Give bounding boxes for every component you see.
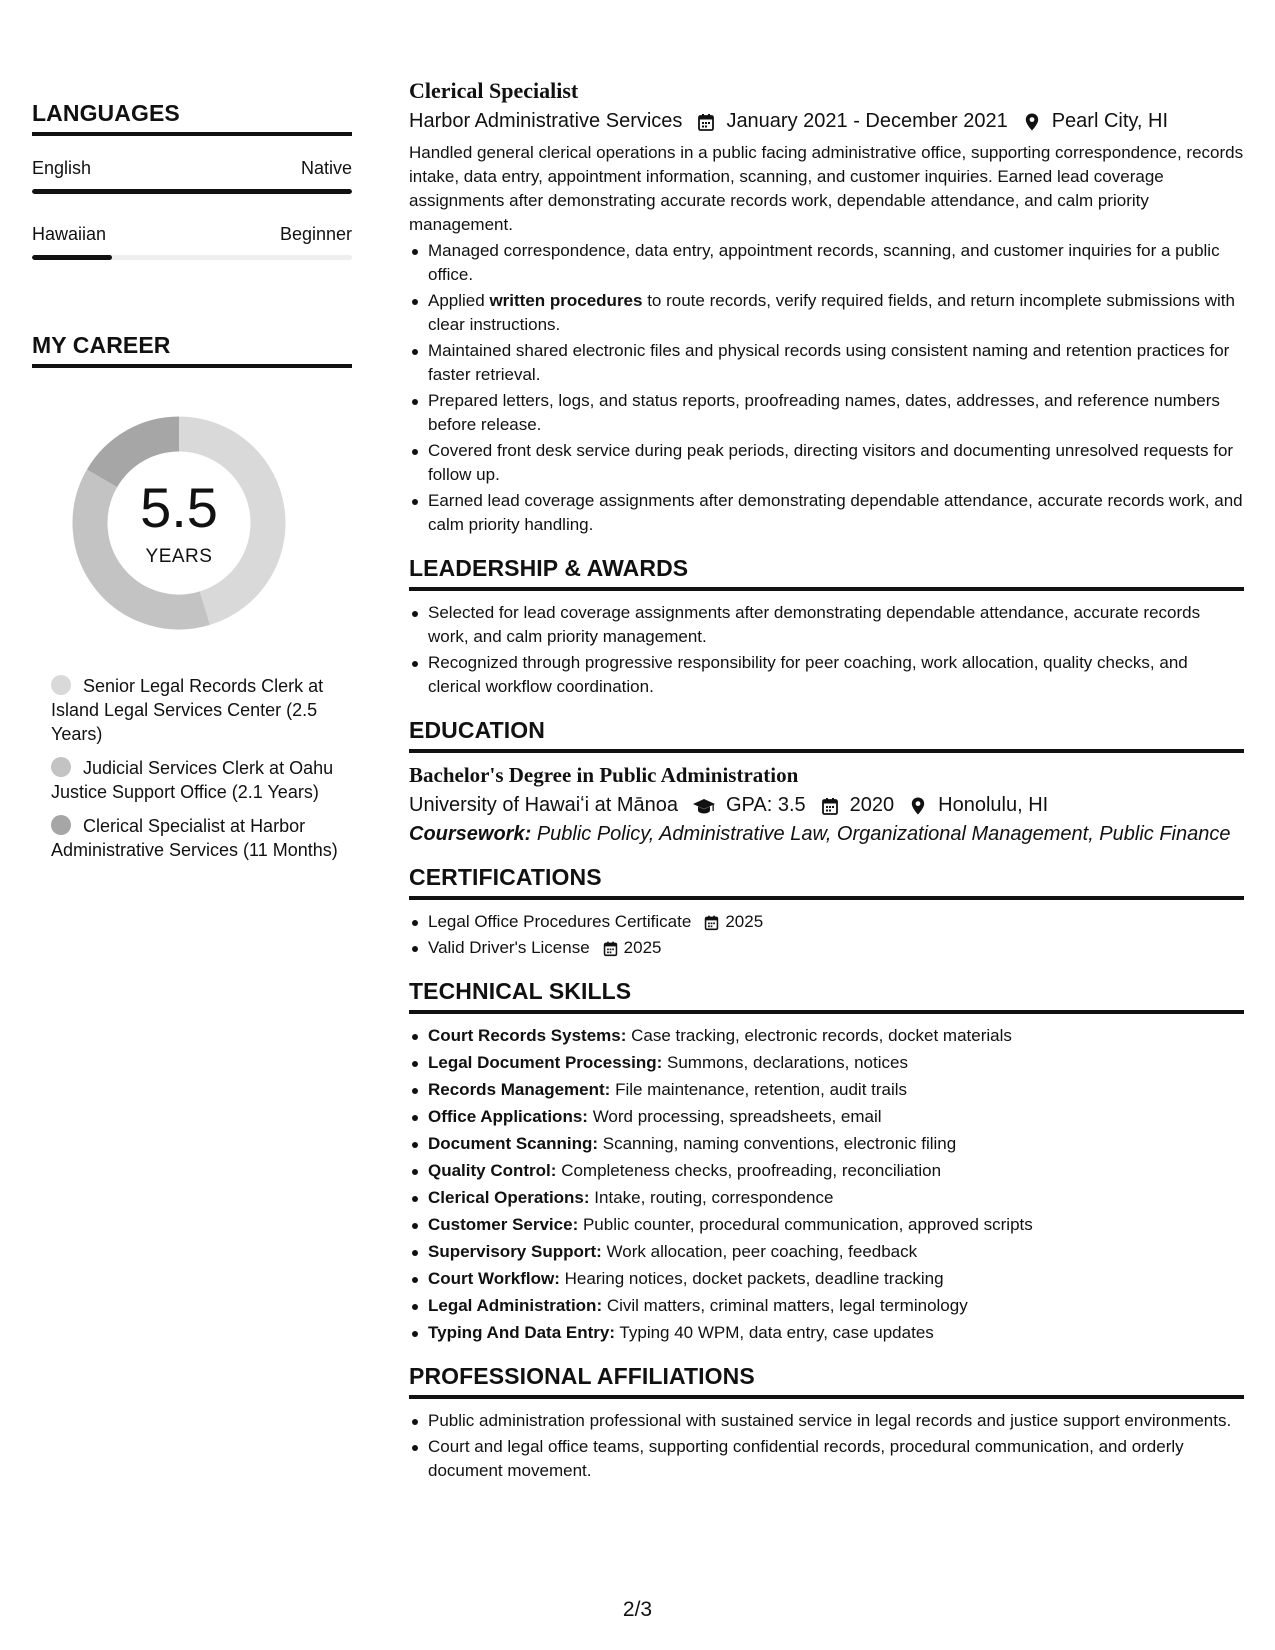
skill-value: Intake, routing, correspondence	[594, 1188, 834, 1207]
career-legend-item	[51, 674, 341, 746]
list-item	[409, 1051, 1244, 1075]
language-proficiency-bar	[32, 189, 352, 194]
bullet-text: Applied	[428, 291, 490, 310]
language-item	[32, 158, 352, 194]
list-item	[409, 1078, 1244, 1102]
leadership-list	[409, 601, 1244, 699]
main-content	[409, 78, 1244, 1485]
education-entry	[409, 763, 1244, 846]
skill-value: Work allocation, peer coaching, feedback	[606, 1242, 918, 1261]
skill-label: Customer Service:	[428, 1215, 579, 1234]
skill-label: Legal Administration:	[428, 1296, 603, 1315]
list-item: Covered front desk service during peak periods, directing visitors and documenting unresolved requests for follow up.	[409, 439, 1244, 487]
language-proficiency-bar	[32, 255, 352, 260]
list-item	[409, 1321, 1244, 1345]
page-number: 2/3	[622, 1598, 653, 1621]
certifications-heading: CERTIFICATIONS	[409, 864, 1244, 900]
skill-value: Public counter, procedural communication, approved scripts	[582, 1215, 1033, 1234]
job-summary: Handled general clerical operations in a public facing administrative office, supporting correspondence, records intake, data entry, appointment information, scanning, and customer inquiries. Earned lead coverage assignments after demonstrating accurate records work, dependable attendance, and calm priority management.	[409, 143, 1244, 234]
certification-year: 2025	[623, 938, 662, 957]
skills-heading: TECHNICAL SKILLS	[409, 978, 1244, 1014]
language-proficiency-fill	[32, 189, 352, 194]
certification-name: Legal Office Procedures Certificate	[428, 912, 692, 931]
list-item	[409, 289, 1244, 337]
job-dates: January 2021 - December 2021	[726, 110, 1008, 132]
education-school: University of Hawaiʻi at Mānoa	[409, 794, 678, 816]
list-item	[409, 1132, 1244, 1156]
job-company: Harbor Administrative Services	[409, 110, 683, 132]
list-item	[409, 1186, 1244, 1210]
legend-dot-icon	[51, 675, 71, 695]
legend-dot-icon	[51, 815, 71, 835]
education-heading: EDUCATION	[409, 717, 1244, 753]
list-item	[409, 936, 1244, 960]
language-item	[32, 224, 352, 260]
skill-value: Case tracking, electronic records, docket materials	[631, 1026, 1012, 1045]
certifications-list	[409, 910, 1244, 960]
career-total-unit: YEARS	[145, 546, 213, 567]
skill-label: Typing And Data Entry:	[428, 1323, 615, 1342]
affiliations-list	[409, 1409, 1244, 1483]
bullet-text: to route records, verify required fields, and return incomplete submissions with clear instructions.	[428, 291, 1235, 334]
location-pin-icon	[908, 796, 928, 816]
skill-value: Word processing, spreadsheets, email	[592, 1107, 882, 1126]
education-year: 2020	[849, 794, 895, 816]
certification-name: Valid Driver's License	[428, 938, 590, 957]
career-legend	[51, 674, 341, 862]
skill-label: Document Scanning:	[428, 1134, 599, 1153]
coursework-label: Coursework:	[409, 823, 532, 845]
education-degree: Bachelor's Degree in Public Administration	[409, 763, 799, 787]
list-item	[409, 1105, 1244, 1129]
job-bullets	[409, 239, 1244, 537]
skill-value: Typing 40 WPM, data entry, case updates	[619, 1323, 934, 1342]
skill-label: Quality Control:	[428, 1161, 557, 1180]
list-item	[409, 1267, 1244, 1291]
donut-segment-3	[102, 434, 179, 478]
location-pin-icon	[1022, 112, 1042, 132]
list-item: Prepared letters, logs, and status reports, proofreading names, dates, addresses, and reference numbers before release.	[409, 389, 1244, 437]
skill-value: Hearing notices, docket packets, deadline tracking	[564, 1269, 944, 1288]
languages-heading: LANGUAGES	[32, 100, 352, 136]
career-legend-item	[51, 756, 341, 804]
skill-label: Court Records Systems:	[428, 1026, 627, 1045]
skill-label: Legal Document Processing:	[428, 1053, 663, 1072]
sidebar	[32, 100, 352, 872]
list-item	[409, 1294, 1244, 1318]
leadership-heading: LEADERSHIP & AWARDS	[409, 555, 1244, 591]
calendar-icon	[602, 940, 619, 957]
list-item: Court and legal office teams, supporting confidential records, procedural communication, and orderly document movement.	[409, 1435, 1244, 1483]
legend-dot-icon	[51, 757, 71, 777]
skill-value: File maintenance, retention, audit trails	[615, 1080, 908, 1099]
education-location: Honolulu, HI	[938, 794, 1049, 816]
job-meta	[409, 110, 1244, 133]
education-coursework	[409, 823, 1244, 846]
education-meta	[409, 794, 1244, 817]
skills-list	[409, 1024, 1244, 1345]
language-level: Beginner	[279, 224, 352, 244]
list-item: Managed correspondence, data entry, appointment records, scanning, and customer inquiries for a public office.	[409, 239, 1244, 287]
language-proficiency-fill	[32, 255, 112, 260]
skill-value: Summons, declarations, notices	[667, 1053, 908, 1072]
list-item: Selected for lead coverage assignments after demonstrating dependable attendance, accurate records work, and calm priority management.	[409, 601, 1244, 649]
skill-label: Office Applications:	[428, 1107, 588, 1126]
coursework-text: Public Policy, Administrative Law, Organizational Management, Public Finance	[536, 823, 1231, 845]
skill-value: Scanning, naming conventions, electronic filing	[602, 1134, 957, 1153]
list-item	[409, 910, 1244, 934]
language-level: Native	[300, 158, 352, 178]
education-gpa: GPA: 3.5	[726, 794, 806, 816]
graduation-cap-icon	[692, 796, 716, 816]
career-legend-text: Senior Legal Records Clerk at Island Legal Services Center (2.5 Years)	[51, 676, 324, 744]
job-title: Clerical Specialist	[409, 78, 579, 103]
language-name: English	[32, 158, 92, 178]
career-total-years: 5.5	[140, 476, 218, 539]
career-heading: MY CAREER	[32, 332, 352, 368]
skill-value: Civil matters, criminal matters, legal terminology	[606, 1296, 968, 1315]
list-item: Earned lead coverage assignments after demonstrating dependable attendance, accurate records work, and calm priority handling.	[409, 489, 1244, 537]
list-item: Maintained shared electronic files and physical records using consistent naming and retention practices for faster retrieval.	[409, 339, 1244, 387]
bullet-emphasis: written procedures	[489, 291, 643, 310]
experience-entry	[409, 78, 1244, 537]
list-item: Public administration professional with sustained service in legal records and justice support environments.	[409, 1409, 1244, 1433]
career-legend-text: Clerical Specialist at Harbor Administrative Services (11 Months)	[51, 816, 338, 860]
skill-value: Completeness checks, proofreading, reconciliation	[561, 1161, 942, 1180]
list-item	[409, 1024, 1244, 1048]
list-item	[409, 1213, 1244, 1237]
affiliations-heading: PROFESSIONAL AFFILIATIONS	[409, 1363, 1244, 1399]
list-item: Recognized through progressive responsibility for peer coaching, work allocation, quality checks, and clerical workflow coordination.	[409, 651, 1244, 699]
language-name: Hawaiian	[32, 224, 107, 244]
certification-year: 2025	[725, 912, 764, 931]
job-location: Pearl City, HI	[1051, 110, 1169, 132]
skill-label: Court Workflow:	[428, 1269, 560, 1288]
skill-label: Clerical Operations:	[428, 1188, 590, 1207]
skill-label: Supervisory Support:	[428, 1242, 602, 1261]
career-legend-text: Judicial Services Clerk at Oahu Justice Support Office (2.1 Years)	[51, 758, 334, 802]
skill-label: Records Management:	[428, 1080, 611, 1099]
career-legend-item	[51, 814, 341, 862]
career-donut-chart	[64, 408, 294, 638]
calendar-icon	[820, 796, 840, 816]
list-item	[409, 1240, 1244, 1264]
calendar-icon	[703, 914, 720, 931]
calendar-icon	[696, 112, 716, 132]
list-item	[409, 1159, 1244, 1183]
